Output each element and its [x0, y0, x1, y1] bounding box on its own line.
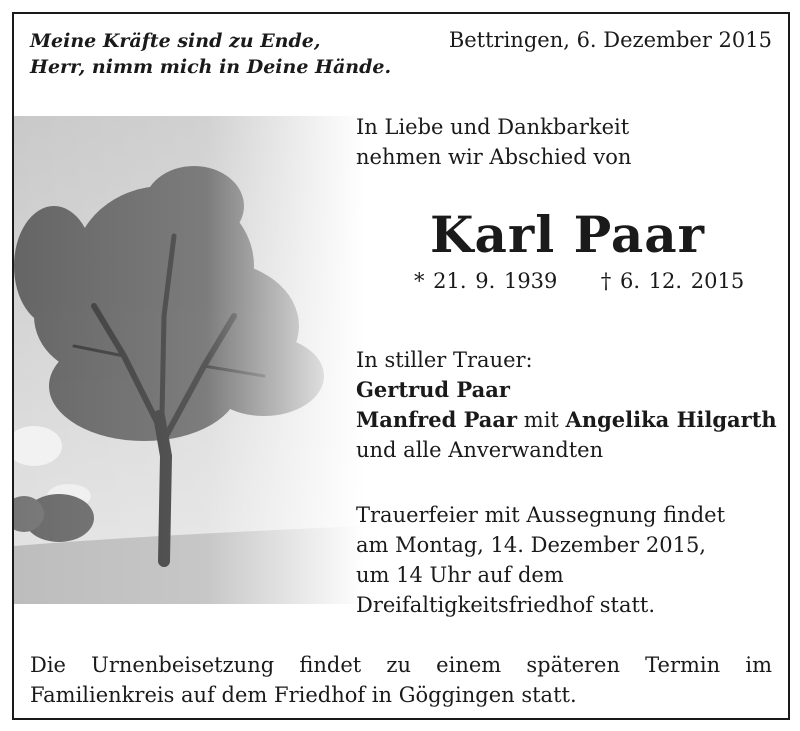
ceremony-info: [356, 500, 725, 620]
motto-line-1: Meine Kräfte sind zu Ende,: [30, 30, 321, 52]
ceremony-line-3: um 14 Uhr auf dem: [356, 563, 564, 587]
place-date: Bettringen, 6. Dezember 2015: [448, 28, 772, 52]
burial-note-line-1: Die Urnenbeisetzung findet zu einem späteren Termin im: [30, 653, 772, 677]
intro: [356, 112, 631, 172]
mourner-line-2: [356, 405, 777, 435]
mourners-heading: In stiller Trauer:: [356, 348, 533, 372]
ceremony-line-2: am Montag, 14. Dezember 2015,: [356, 533, 706, 557]
mourner-2: Manfred Paar: [356, 407, 518, 432]
intro-line-1: In Liebe und Dankbarkeit: [356, 115, 630, 139]
mourner-3: Angelika Hilgarth: [565, 407, 777, 432]
deceased-name: Karl Paar: [430, 205, 705, 264]
ceremony-line-1: Trauerfeier mit Aussegnung findet: [356, 503, 726, 527]
birth-date: * 21. 9. 1939: [414, 269, 558, 293]
mourner-others: und alle Anverwandten: [356, 438, 604, 462]
mourner-1: Gertrud Paar: [356, 377, 510, 402]
burial-note: [30, 650, 772, 710]
mourners: [356, 345, 777, 465]
ceremony-line-4: Dreifaltigkeitsfriedhof statt.: [356, 593, 656, 617]
life-dates: [414, 269, 744, 293]
intro-line-2: nehmen wir Abschied von: [356, 145, 632, 169]
mourner-connector: mit: [523, 408, 559, 432]
motto-line-2: Herr, nimm mich in Deine Hände.: [30, 56, 392, 78]
burial-note-line-2: Familienkreis auf dem Friedhof in Göggingen statt.: [30, 683, 577, 707]
death-date: † 6. 12. 2015: [600, 269, 745, 293]
motto: [30, 28, 391, 80]
tree-photo: [14, 116, 364, 604]
